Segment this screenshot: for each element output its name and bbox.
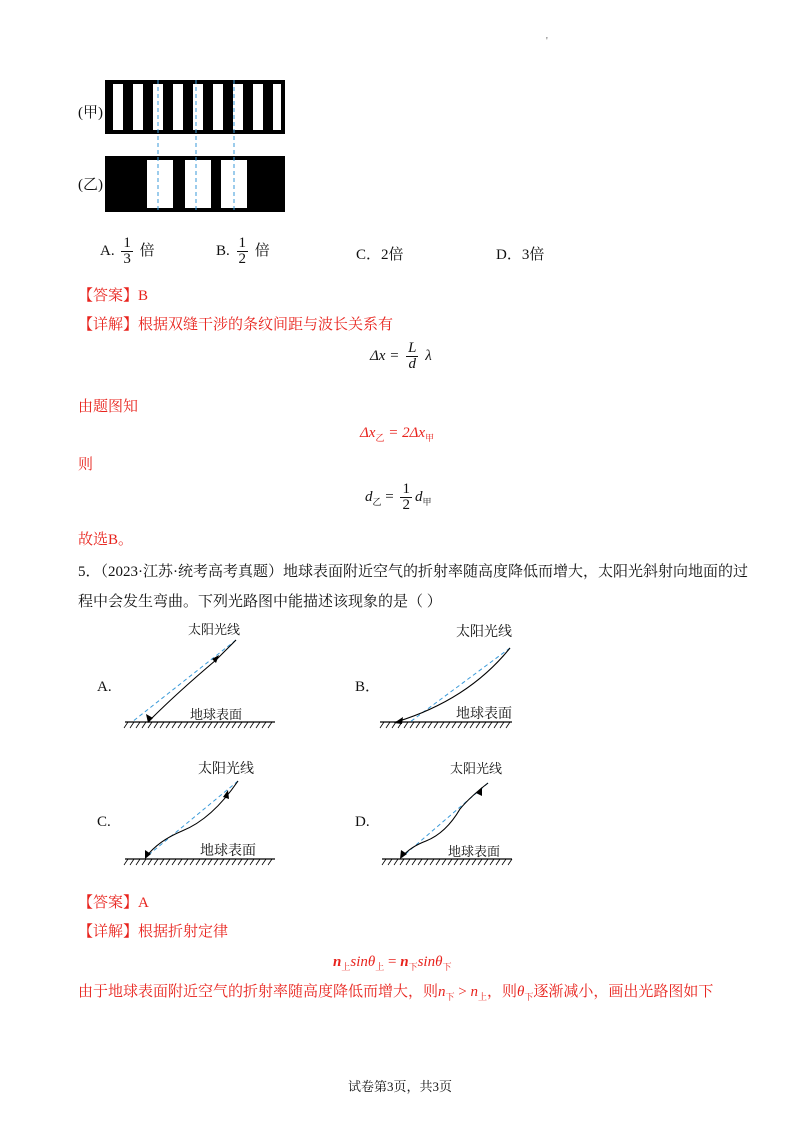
diagram-a[interactable]: [120, 618, 290, 733]
q5-explanation: 由于地球表面附近空气的折射率随高度降低而增大，则$n_下 > n_上$，则$\theta_下$逐渐减小，画出光路图如下: [78, 984, 714, 1002]
q5-option-d-label[interactable]: D.: [355, 814, 370, 830]
stray-mark: ': [546, 36, 548, 47]
earth-surface-label: 地球表面: [190, 707, 243, 722]
earth-surface-label: 地球表面: [448, 844, 501, 859]
formula-delta-x-relation: $\Delta x_乙 = 2\Delta x_甲$: [360, 425, 435, 443]
formula-snell-law: $n_上\sin\theta_上 = n_下\sin\theta_下$: [333, 954, 452, 972]
sun-ray-label: 太阳光线: [450, 761, 503, 776]
formula-fringe-spacing: Δx = $\frac{L}{d}$ λ: [370, 340, 432, 372]
q5-stem-line1: 5．（2023·江苏·统考高考真题）地球表面附近空气的折射率随高度降低而增大，太阳光斜射向地面的过: [78, 564, 748, 580]
q5-stem-line2: 程中会发生弯曲。下列光路图中能描述该现象的是（ ）: [78, 594, 442, 610]
q4-option-d[interactable]: D．3倍: [496, 247, 545, 263]
sun-ray-label: 太阳光线: [188, 622, 241, 637]
q5-answer: 【答案】A: [78, 895, 149, 911]
q4-answer: 【答案】B: [78, 288, 149, 304]
sun-ray-label: 太阳光线: [198, 762, 254, 777]
fringe-diagrams: [105, 78, 287, 218]
q4-option-a[interactable]: A. $\frac{1}{3}$ 倍: [100, 235, 155, 267]
label-jia: (甲): [78, 105, 103, 121]
q4-option-b[interactable]: B. $\frac{1}{2}$ 倍: [216, 235, 270, 267]
earth-surface-label: 地球表面: [456, 707, 512, 722]
diagram-c[interactable]: [120, 753, 290, 871]
fringe-pattern-jia: [105, 80, 285, 134]
sun-ray-label: 太阳光线: [456, 625, 512, 640]
then-text: 则: [78, 457, 94, 473]
q5-option-b-label[interactable]: B．: [355, 679, 381, 695]
page-footer: 试卷第3页，共3页: [347, 1079, 452, 1094]
q4-detail: 【详解】根据双缝干涉的条纹间距与波长关系有: [78, 317, 394, 333]
q5-option-c-label[interactable]: C.: [97, 814, 111, 830]
diagram-d[interactable]: [378, 753, 528, 871]
q5-option-a-label[interactable]: A.: [97, 679, 112, 695]
earth-surface-label: 地球表面: [200, 844, 256, 859]
formula-d-relation: $d_乙$ = $\frac{1}{2}$ $d_甲$: [365, 481, 432, 513]
from-figure-text: 由题图知: [78, 399, 139, 415]
q4-option-c[interactable]: C．2倍: [356, 247, 404, 263]
label-yi: (乙): [78, 177, 103, 193]
q4-conclusion: 故选B。: [78, 532, 134, 548]
diagram-b[interactable]: [378, 618, 528, 733]
fringe-pattern-yi: [105, 156, 285, 212]
q5-detail: 【详解】根据折射定律: [78, 924, 229, 940]
